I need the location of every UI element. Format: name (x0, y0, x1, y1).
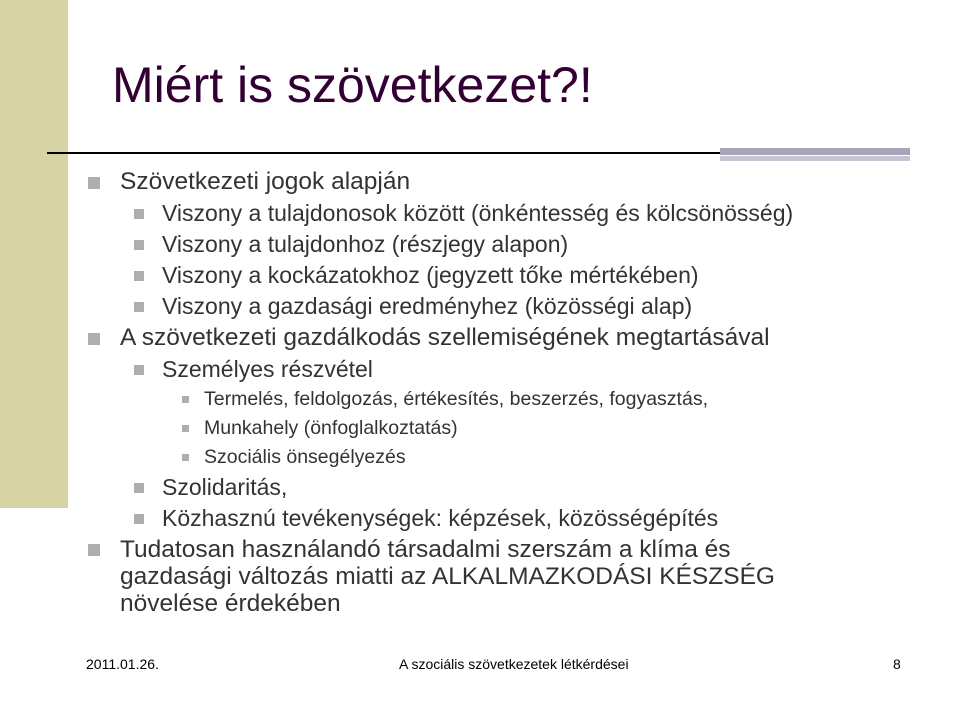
bullet-text: Viszony a tulajdonosok között (önkéntesség és kölcsönösség) (162, 200, 794, 226)
sub-bullet-item (86, 354, 926, 385)
bullet-text: A szövetkezeti gazdálkodás szellemiségének megtartásával (120, 324, 770, 351)
square-bullet-icon (88, 177, 100, 189)
bullet-text: Munkahely (önfoglalkoztatás) (204, 417, 458, 439)
square-bullet-icon (134, 365, 144, 375)
square-bullet-icon (134, 209, 144, 219)
square-bullet-icon (88, 544, 100, 556)
square-bullet-icon (134, 271, 144, 281)
bullet-text: Személyes részvétel (162, 356, 373, 382)
bullet-text: Szociális önsegélyezés (204, 446, 406, 468)
square-bullet-icon (182, 454, 189, 461)
sub-bullet-item (86, 472, 926, 503)
footer-date: 2011.01.26. (86, 656, 159, 672)
bullet-list (86, 166, 926, 617)
bullet-item (86, 536, 840, 617)
bullet-text: Viszony a kockázatokhoz (jegyzett tőke mértékében) (162, 262, 699, 288)
bullet-text: Tudatosan használandó társadalmi szerszám a klíma és gazdasági változás miatti az ALKALMAZKODÁSI KÉSZSÉG növelése érdekében (120, 536, 775, 617)
sub-sub-bullet-item (86, 443, 926, 472)
square-bullet-icon (182, 425, 189, 432)
side-band (0, 0, 68, 508)
title-divider-accent (720, 148, 910, 155)
bullet-text: Termelés, feldolgozás, értékesítés, beszerzés, fogyasztás, (204, 388, 708, 410)
footer-title: A szociális szövetkezetek létkérdései (399, 656, 629, 672)
square-bullet-icon (134, 240, 144, 250)
square-bullet-icon (182, 396, 189, 403)
bullet-item (86, 166, 926, 198)
bullet-text: Viszony a gazdasági eredményhez (közösségi alap) (162, 293, 693, 319)
bullet-text: Szövetkezeti jogok alapján (120, 168, 411, 195)
sub-bullet-item (86, 503, 926, 534)
bullet-text: Szolidaritás, (162, 474, 288, 500)
title-divider-accent-shadow (720, 156, 910, 161)
bullet-text: Közhasznú tevékenységek: képzések, közösségépítés (162, 505, 719, 531)
page-number: 8 (893, 656, 901, 672)
sub-bullet-item (86, 291, 926, 322)
square-bullet-icon (134, 514, 144, 524)
slide-title: Miért is szövetkezet?! (112, 57, 593, 113)
square-bullet-icon (88, 333, 100, 345)
bullet-item (86, 322, 926, 354)
sub-sub-bullet-item (86, 385, 926, 414)
bullet-text: Viszony a tulajdonhoz (részjegy alapon) (162, 231, 569, 257)
square-bullet-icon (134, 302, 144, 312)
sub-sub-bullet-item (86, 414, 926, 443)
sub-bullet-item (86, 198, 926, 229)
square-bullet-icon (134, 483, 144, 493)
sub-bullet-item (86, 229, 926, 260)
sub-bullet-item (86, 260, 926, 291)
